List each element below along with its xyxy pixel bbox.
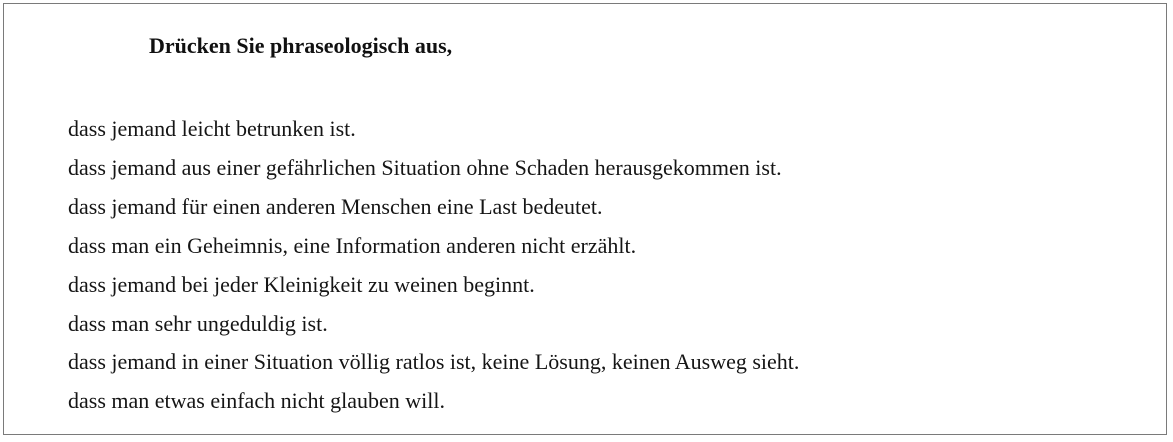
exercise-item: dass jemand in einer Situation völlig ratlos ist, keine Lösung, keinen Ausweg sieht. <box>68 349 800 375</box>
exercise-item-list <box>68 110 799 421</box>
exercise-item: dass man sehr ungeduldig ist. <box>68 310 328 336</box>
exercise-item: dass jemand leicht betrunken ist. <box>68 116 356 141</box>
exercise-item: dass man etwas einfach nicht glauben will. <box>68 388 445 414</box>
exercise-item: dass jemand aus einer gefährlichen Situation ohne Schaden herausgekommen ist. <box>68 154 782 180</box>
exercise-item: dass jemand für einen anderen Menschen eine Last bedeutet. <box>68 193 603 219</box>
exercise-heading: Drücken Sie phraseologisch aus, <box>149 33 453 58</box>
exercise-item: dass jemand bei jeder Kleinigkeit zu weinen beginnt. <box>68 271 535 297</box>
exercise-box <box>3 3 1167 435</box>
exercise-item: dass man ein Geheimnis, eine Information anderen nicht erzählt. <box>68 232 637 258</box>
